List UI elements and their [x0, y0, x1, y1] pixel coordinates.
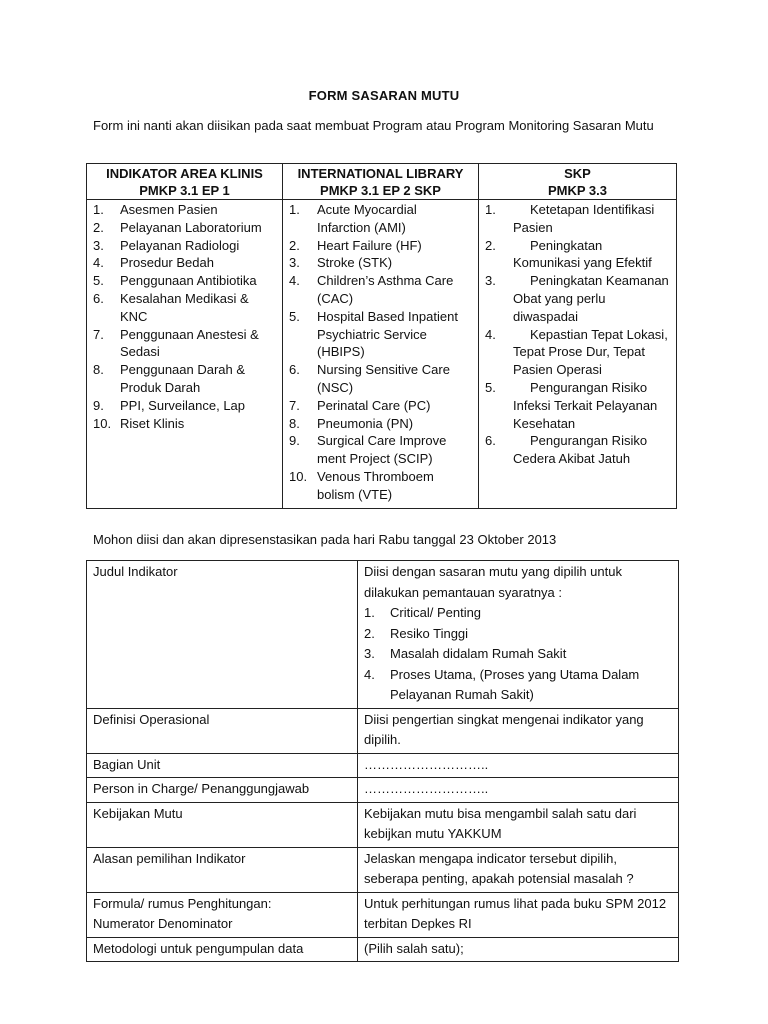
- table-header-row: [87, 164, 677, 200]
- list-item-text: Proses Utama, (Proses yang Utama Dalam Pelayanan Rumah Sakit): [390, 666, 640, 702]
- list-item: [485, 379, 670, 432]
- list-item-text: Pelayanan Laboratorium: [120, 219, 262, 235]
- list-item-number: 5.: [485, 379, 496, 395]
- list-item-text: Riset Klinis: [120, 415, 185, 431]
- list-item-number: 9.: [289, 433, 300, 449]
- table-row: [87, 802, 679, 847]
- list-item-text: Venous Thromboem bolism (VTE): [317, 468, 434, 502]
- list-item: [364, 644, 672, 665]
- list-item-number: 9.: [93, 397, 104, 413]
- list-item: [289, 415, 472, 433]
- international-library-cell: [283, 200, 479, 509]
- list-item-number: 4.: [485, 326, 496, 342]
- table-body-row: [87, 200, 677, 509]
- list-item-text: Penggunaan Anestesi & Sedasi: [120, 326, 259, 360]
- list-item: [93, 254, 276, 272]
- field-value: Kebijakan mutu bisa mengambil salah satu dari kebijkan mutu YAKKUM: [358, 802, 679, 847]
- header-line: PMKP 3.3: [547, 183, 607, 198]
- list-item-number: 3.: [364, 646, 375, 661]
- list-item-text: Perinatal Care (PC): [317, 397, 431, 413]
- list-item: [364, 665, 672, 706]
- list-item: [364, 603, 672, 624]
- skp-cell: [479, 200, 677, 509]
- list-item-text: Pneumonia (PN): [317, 415, 414, 431]
- list-item: [289, 237, 472, 255]
- list-item-number: 2.: [93, 219, 104, 235]
- presentation-note: Mohon diisi dan akan dipresenstasikan pada hari Rabu tanggal 23 Oktober 2013: [93, 532, 557, 547]
- list-item: [485, 201, 670, 237]
- list-item-text: Kesalahan Medikasi & KNC: [120, 290, 249, 324]
- list-item-text: Peningkatan Komunikasi yang Efektif: [513, 237, 652, 271]
- header-area-klinis: [87, 164, 283, 200]
- form-title: FORM SASARAN MUTU: [308, 88, 460, 103]
- list-item-number: 4.: [93, 255, 104, 271]
- intro-paragraph: Form ini nanti akan diisikan pada saat membuat Program atau Program Monitoring Sasaran Mutu: [93, 118, 654, 133]
- list-item: [93, 237, 276, 255]
- list-item-text: Prosedur Bedah: [120, 255, 214, 271]
- header-line: INDIKATOR AREA KLINIS: [106, 166, 263, 181]
- list-item-text: Penggunaan Darah & Produk Darah: [120, 362, 246, 395]
- field-label: Alasan pemilihan Indikator: [87, 847, 358, 892]
- list-item: [289, 361, 472, 397]
- field-label: Kebijakan Mutu: [87, 802, 358, 847]
- table-row: [87, 892, 679, 937]
- list-item-text: Ketetapan Identifikasi Pasien: [513, 202, 655, 235]
- list-item-text: Asesmen Pasien: [120, 202, 218, 217]
- list-item-number: 1.: [289, 202, 300, 217]
- list-item-number: 6.: [289, 362, 300, 378]
- list-item-number: 4.: [364, 666, 375, 682]
- list-item: [93, 361, 276, 397]
- list-item: [289, 201, 472, 237]
- list-item-number: 1.: [93, 202, 104, 217]
- list-item-number: 5.: [93, 273, 104, 289]
- list-item-text: Kepastian Tepat Lokasi, Tepat Prose Dur, Tepat Pasien Operasi: [513, 326, 668, 378]
- field-value: Diisi pengertian singkat mengenai indikator yang dipilih.: [358, 708, 679, 753]
- list-item-text: Peningkatan Keamanan Obat yang perlu diwaspadai: [513, 273, 669, 324]
- header-line: INTERNATIONAL LIBRARY: [297, 166, 464, 181]
- list-item-number: 10.: [93, 415, 112, 431]
- list-item-text: Stroke (STK): [317, 255, 393, 271]
- list-item-text: Pengurangan Risiko Infeksi Terkait Pelayanan Kesehatan: [513, 379, 658, 431]
- list-item-text: Masalah didalam Rumah Sakit: [390, 646, 567, 661]
- list-item-text: Pengurangan Risiko Cedera Akibat Jatuh: [513, 433, 648, 467]
- list-item-text: PPI, Surveilance, Lap: [120, 397, 246, 413]
- table-row: [87, 937, 679, 962]
- area-klinis-list: [93, 201, 276, 432]
- field-value: ………………………..: [358, 753, 679, 778]
- field-value: ………………………..: [358, 778, 679, 803]
- table-row: [87, 753, 679, 778]
- list-item-text: Nursing Sensitive Care (NSC): [317, 362, 450, 395]
- criteria-list: [364, 603, 672, 706]
- table-row: [87, 708, 679, 753]
- field-value: Untuk perhitungan rumus lihat pada buku SPM 2012 terbitan Depkes RI: [358, 892, 679, 937]
- list-item-text: Pelayanan Radiologi: [120, 237, 240, 253]
- field-label-line: Formula/ rumus Penghitungan:: [93, 895, 272, 911]
- table-row: [87, 561, 679, 709]
- list-item-number: 2.: [364, 625, 375, 641]
- header-line: SKP: [564, 166, 591, 181]
- field-label: Person in Charge/ Penanggungjawab: [87, 778, 358, 803]
- list-item: [485, 237, 670, 273]
- indicator-form-table: [86, 560, 679, 962]
- list-item-number: 4.: [289, 273, 300, 289]
- field-value: (Pilih salah satu);: [358, 937, 679, 962]
- field-value-text: Diisi dengan sasaran mutu yang dipilih untuk dilakukan pemantauan syaratnya :: [364, 564, 622, 600]
- header-skp: [479, 164, 677, 200]
- list-item-number: 7.: [93, 326, 104, 342]
- field-value: Jelaskan mengapa indicator tersebut dipilih, seberapa penting, apakah potensial masalah ?: [358, 847, 679, 892]
- list-item: [289, 397, 472, 415]
- list-item: [485, 432, 670, 468]
- list-item: [485, 326, 670, 379]
- list-item-number: 1.: [364, 605, 375, 620]
- field-label: Definisi Operasional: [87, 708, 358, 753]
- list-item: [289, 254, 472, 272]
- header-line: PMKP 3.1 EP 1: [139, 183, 230, 198]
- list-item: [289, 432, 472, 468]
- list-item: [93, 326, 276, 362]
- table-row: [87, 847, 679, 892]
- list-item-number: 3.: [289, 255, 300, 271]
- list-item-text: Resiko Tinggi: [390, 625, 469, 641]
- list-item: [289, 468, 472, 504]
- field-label: Metodologi untuk pengumpulan data: [87, 937, 358, 962]
- list-item: [289, 308, 472, 361]
- list-item: [93, 415, 276, 433]
- list-item: [93, 201, 276, 219]
- list-item-number: 6.: [485, 433, 496, 449]
- table-row: [87, 778, 679, 803]
- skp-list: [485, 201, 670, 468]
- list-item-number: 5.: [289, 308, 300, 324]
- international-library-list: [289, 201, 472, 504]
- list-item-number: 2.: [485, 237, 496, 253]
- list-item-number: 10.: [289, 468, 308, 484]
- list-item: [289, 272, 472, 308]
- area-klinis-cell: [87, 200, 283, 509]
- list-item-number: 3.: [485, 273, 496, 289]
- list-item: [364, 624, 672, 645]
- field-label: Judul Indikator: [87, 561, 358, 709]
- list-item-number: 2.: [289, 237, 300, 253]
- list-item: [93, 219, 276, 237]
- list-item-text: Penggunaan Antibiotika: [120, 273, 257, 289]
- list-item-number: 7.: [289, 397, 300, 413]
- list-item-text: Acute Myocardial Infarction (AMI): [317, 202, 417, 235]
- header-international-library: [283, 164, 479, 200]
- field-label: [87, 892, 358, 937]
- list-item-text: Hospital Based Inpatient Psychiatric Service (HBIPS): [317, 308, 458, 360]
- list-item-number: 1.: [485, 202, 496, 217]
- list-item: [93, 272, 276, 290]
- list-item-text: Critical/ Penting: [390, 605, 482, 620]
- list-item-number: 8.: [289, 415, 300, 431]
- list-item-number: 6.: [93, 290, 104, 306]
- field-label: Bagian Unit: [87, 753, 358, 778]
- indicator-library-table: [86, 163, 677, 509]
- list-item-text: Surgical Care Improve ment Project (SCIP): [317, 433, 447, 467]
- field-value: [358, 561, 679, 709]
- list-item-number: 8.: [93, 362, 104, 378]
- list-item: [93, 397, 276, 415]
- list-item: [485, 272, 670, 325]
- list-item-text: Children’s Asthma Care (CAC): [317, 273, 454, 306]
- header-line: PMKP 3.1 EP 2 SKP: [320, 183, 441, 198]
- field-label-line: Numerator Denominator: [93, 916, 233, 931]
- list-item: [93, 290, 276, 326]
- list-item-number: 3.: [93, 237, 104, 253]
- list-item-text: Heart Failure (HF): [317, 237, 422, 253]
